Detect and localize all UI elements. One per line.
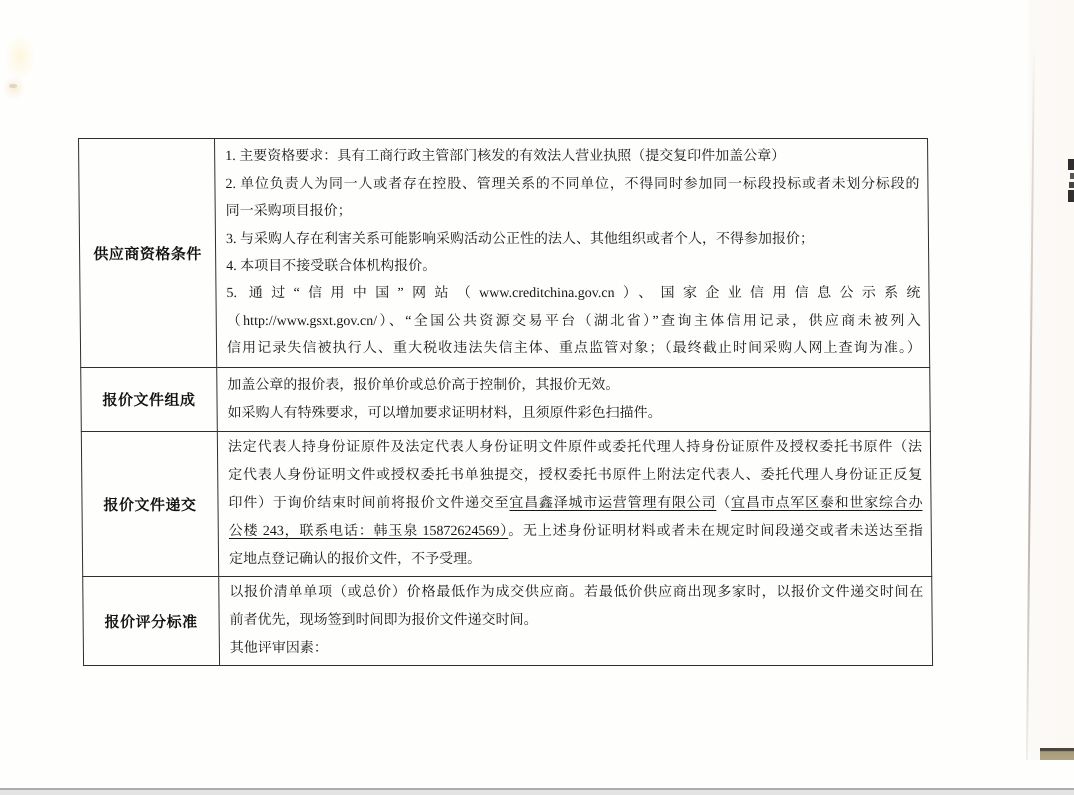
text-line bbox=[226, 226, 920, 253]
text-line bbox=[229, 579, 923, 607]
text-segment: 法定代表人持身份证原件及法定代表人身份证明文件原件或委托代理人持身份证原件及授权委托书原件（法 bbox=[227, 440, 923, 455]
text-segment: 4. 本项目不接受联合体机构报价。 bbox=[226, 259, 437, 274]
scanner-bed-strip bbox=[0, 788, 1074, 795]
text-segment: 加盖公章的报价表，报价单价或总价高于控制价，其报价无效。 bbox=[227, 377, 620, 393]
text-segment: 3. 与采购人存在利害关系可能影响采购活动公正性的法人、其他组织或者个人，不得参加报价； bbox=[225, 231, 815, 247]
row-quotation-document-submission bbox=[81, 432, 931, 577]
text-line bbox=[229, 518, 923, 546]
text-segment: 1. 主要资格要求：具有工商行政主管部门核发的有效法人营业执照（提交复印件加盖公章） bbox=[225, 149, 786, 165]
text-segment: 印件）于询价结束时间前将报价文件递交至 bbox=[228, 496, 510, 511]
scanner-bed-corner bbox=[1040, 748, 1074, 760]
row-label: 报价文件递交 bbox=[81, 432, 218, 577]
text-line bbox=[226, 253, 920, 280]
text-segment: 以报价清单单项（或总价）价格最低作为成交供应商。若最低价供应商出现多家时，以报价文件递交时间在 bbox=[229, 585, 924, 600]
text-line bbox=[226, 280, 920, 307]
text-segment: 其他评审因素： bbox=[229, 641, 328, 656]
edge-print-mark bbox=[1068, 190, 1074, 202]
text-segment: 同一采购项目报价； bbox=[225, 204, 352, 220]
text-segment: （ bbox=[716, 496, 732, 511]
row-content bbox=[217, 432, 931, 577]
quotation-requirements-table bbox=[78, 138, 933, 666]
text-segment: 定地点登记确认的报价文件，不予受理。 bbox=[228, 552, 482, 567]
row-quotation-document-composition bbox=[81, 368, 931, 432]
text-line bbox=[230, 635, 924, 663]
text-line bbox=[227, 335, 921, 362]
row-supplier-qualifications bbox=[79, 139, 930, 368]
row-quotation-evaluation-criteria bbox=[83, 577, 933, 666]
text-line bbox=[228, 462, 922, 490]
edge-print-mark bbox=[1070, 173, 1074, 179]
table-body bbox=[79, 139, 933, 666]
text-segment: 定代表人身份证明文件或授权委托书单独提交，授权委托书原件上附法定代表人、委托代理人身份证正反复 bbox=[228, 468, 923, 483]
text-line bbox=[227, 372, 921, 400]
scan-smudge bbox=[4, 34, 36, 80]
underlined-text: 宜昌市点军区泰和世家综合办 bbox=[731, 496, 923, 511]
text-line bbox=[228, 490, 922, 518]
text-line bbox=[229, 546, 923, 574]
row-content bbox=[217, 368, 931, 432]
text-segment: 。无上述身份证明材料或者未在规定时间段递交或者未送达至指 bbox=[508, 524, 923, 539]
text-line bbox=[227, 308, 921, 335]
text-segment: 2. 单位负责人为同一人或者存在控股、管理关系的不同单位，不得同时参加同一标段投标或者未划分标段的 bbox=[225, 176, 920, 192]
edge-print-mark bbox=[1068, 159, 1074, 170]
text-line bbox=[228, 400, 922, 428]
text-line bbox=[225, 171, 919, 198]
adjacent-page-edge bbox=[1029, 0, 1074, 760]
text-segment: 信用记录失信被执行人、重大税收违法失信主体、重点监管对象；（最终截止时间采购人网上查询为准。） bbox=[226, 341, 922, 357]
row-label: 报价评分标准 bbox=[83, 577, 220, 666]
text-segment: 前者优先，现场签到时间即为报价文件递交时间。 bbox=[229, 613, 538, 628]
underlined-text: 宜昌鑫泽城市运营管理有限公司 bbox=[509, 496, 717, 511]
underlined-text: 公楼 243，联系电话：韩玉泉 15872624569） bbox=[228, 524, 509, 539]
text-line bbox=[230, 607, 924, 635]
text-segment: （http://www.gsxt.gov.cn/）、“全国公共资源交易平台（湖北省）”查询主体信用记录，供应商未被列入 bbox=[226, 313, 921, 329]
row-content bbox=[215, 139, 930, 368]
row-content bbox=[219, 577, 933, 666]
edge-print-mark bbox=[1069, 182, 1074, 188]
text-line bbox=[225, 143, 919, 170]
text-line bbox=[228, 434, 922, 462]
row-label: 报价文件组成 bbox=[81, 368, 218, 432]
scan-speck bbox=[9, 84, 17, 88]
row-label: 供应商资格条件 bbox=[79, 139, 217, 368]
text-segment: 5. 通过“信用中国”网站（www.creditchina.gov.cn）、国家企业信用信息公示系统 bbox=[226, 286, 921, 302]
text-segment: 如采购人有特殊要求，可以增加要求证明材料，且须原件彩色扫描件。 bbox=[227, 405, 662, 421]
scan-smudge bbox=[2, 76, 26, 100]
text-line bbox=[226, 198, 920, 225]
